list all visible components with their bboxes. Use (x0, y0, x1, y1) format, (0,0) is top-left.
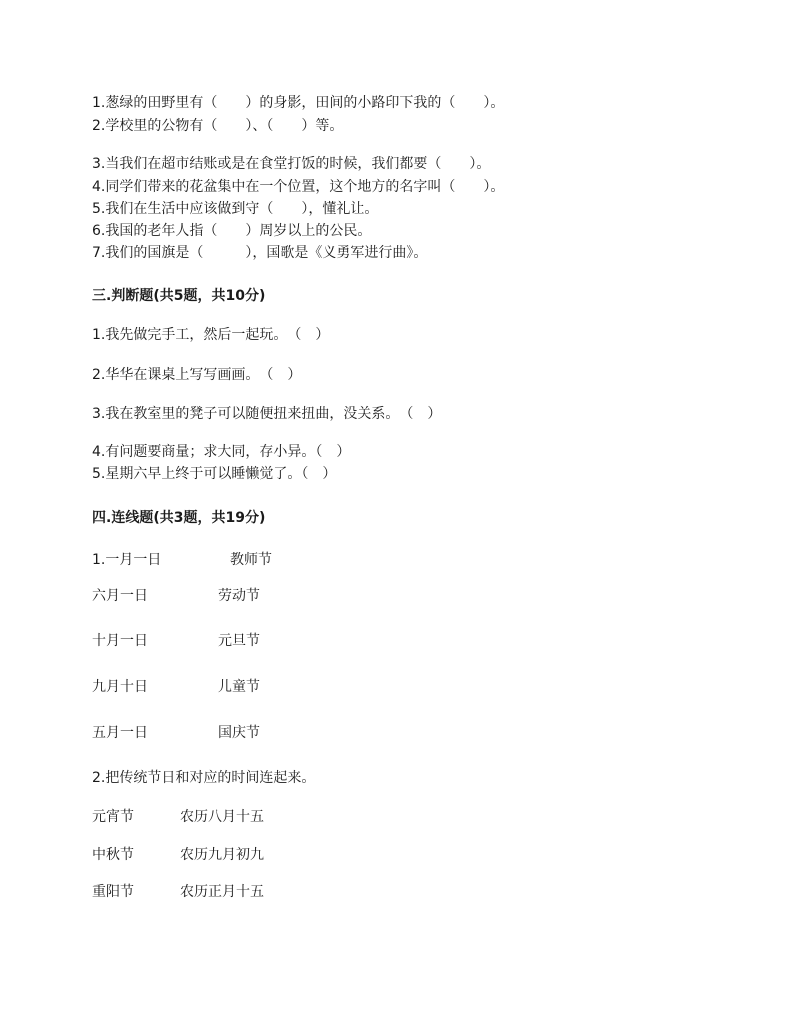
fill-blank-item-7: 7.我们的国旗是（ ），国歌是《义勇军进行曲》。 (92, 245, 428, 261)
connect-q2-left-3: 重阳节 (92, 884, 134, 900)
judge-item-5: 5.星期六早上终于可以睡懒觉了。（ ） (92, 466, 337, 482)
connect-q2-right-1: 农历八月十五 (180, 809, 264, 825)
connect-q2-left-2: 中秋节 (92, 847, 134, 863)
judge-item-2: 2.华华在课桌上写写画画。 （ ） (92, 367, 302, 383)
connect-q1-left-4: 九月十日 (92, 679, 148, 695)
connect-q1-left-2: 六月一日 (92, 588, 148, 604)
judge-heading: 三.判断题(共5题，共10分) (92, 288, 266, 304)
connect-q1-left-1: 1.一月一日 (92, 552, 162, 568)
connect-q1-right-5: 国庆节 (218, 725, 260, 741)
fill-blank-item-6: 6.我国的老年人指（ ）周岁以上的公民。 (92, 223, 372, 239)
connect-q1-right-1: 教师节 (230, 552, 272, 568)
fill-blank-item-4: 4.同学们带来的花盆集中在一个位置，这个地方的名字叫（ ）。 (92, 179, 505, 195)
connect-q2-left-1: 元宵节 (92, 809, 134, 825)
connect-q2-right-2: 农历九月初九 (180, 847, 264, 863)
connect-q1-right-2: 劳动节 (218, 588, 260, 604)
connect-q2-title: 2.把传统节日和对应的时间连起来。 (92, 770, 316, 786)
connect-heading: 四.连线题(共3题，共19分) (92, 510, 266, 526)
connect-q1-right-3: 元旦节 (218, 633, 260, 649)
connect-q2-right-3: 农历正月十五 (180, 884, 264, 900)
connect-q1-right-4: 儿童节 (218, 679, 260, 695)
judge-item-1: 1.我先做完手工，然后一起玩。 （ ） (92, 327, 330, 343)
fill-blank-item-5: 5.我们在生活中应该做到守（ ），懂礼让。 (92, 201, 379, 217)
connect-q1-left-3: 十月一日 (92, 633, 148, 649)
judge-item-4: 4.有问题要商量；求大同，存小异。（ ） (92, 444, 351, 460)
judge-item-3: 3.我在教室里的凳子可以随便扭来扭曲，没关系。 （ ） (92, 406, 442, 422)
fill-blank-item-1: 1.葱绿的田野里有（ ）的身影，田间的小路印下我的（ ）。 (92, 95, 505, 111)
fill-blank-item-2: 2.学校里的公物有（ ）、（ ）等。 (92, 118, 344, 134)
connect-q1-left-5: 五月一日 (92, 725, 148, 741)
fill-blank-item-3: 3.当我们在超市结账或是在食堂打饭的时候，我们都要（ ）。 (92, 156, 491, 172)
